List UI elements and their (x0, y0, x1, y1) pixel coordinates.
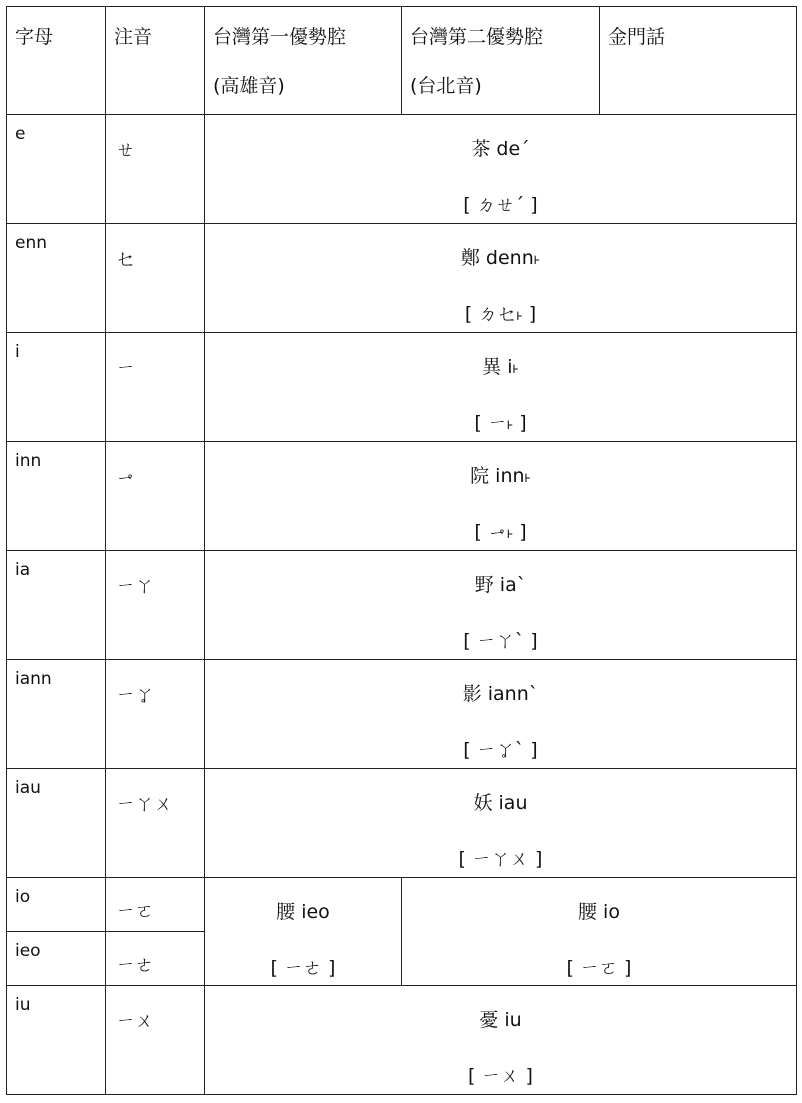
zhuyin-cell: ㆤ (106, 224, 205, 333)
taipei-example-cell: 腰 io [ ㄧㄛ ] (402, 878, 797, 986)
zhuyin-cell: ㄧㄛ (106, 878, 205, 932)
zhuyin-cell: ㄧㄜ (106, 932, 205, 986)
header-zhuyin: 注音 (106, 7, 205, 115)
letter-cell: io (7, 878, 106, 932)
letter-cell: ia (7, 551, 106, 660)
zhuyin-cell: ㄧㄨ (106, 986, 205, 1095)
zhuyin-cell: ㆪ (106, 442, 205, 551)
header-taipei: 台灣第二優勢腔 (台北音) (402, 7, 600, 115)
table-row (7, 224, 797, 333)
letter-cell: enn (7, 224, 106, 333)
table-row (7, 769, 797, 878)
table-row-io (7, 878, 797, 932)
letter-cell: iann (7, 660, 106, 769)
example-cell: 妖 iau [ ㄧㄚㄨ ] (205, 769, 797, 878)
zhuyin-cell: ㄧㄚ (106, 551, 205, 660)
header-kaohsiung: 台灣第一優勢腔 (高雄音) (205, 7, 402, 115)
zhuyin-cell: ㄧㄚㄨ (106, 769, 205, 878)
zhuyin-cell: ㄧ (106, 333, 205, 442)
example-cell: 野 iaˋ [ ㄧㄚˋ ] (205, 551, 797, 660)
table-row (7, 551, 797, 660)
letter-cell: i (7, 333, 106, 442)
header-letter: 字母 (7, 7, 106, 115)
header-row (7, 7, 797, 115)
letter-cell: iau (7, 769, 106, 878)
table-row (7, 660, 797, 769)
table-row (7, 333, 797, 442)
example-cell: 院 inn˫ [ ㆪ˫ ] (205, 442, 797, 551)
letter-cell: inn (7, 442, 106, 551)
letter-cell: e (7, 115, 106, 224)
zhuyin-cell: ㄧㆩ (106, 660, 205, 769)
zhuyin-cell: ㄝ (106, 115, 205, 224)
example-cell: 茶 deˊ [ ㄉㄝˊ ] (205, 115, 797, 224)
table-row (7, 986, 797, 1095)
example-cell: 異 i˫ [ ㄧ˫ ] (205, 333, 797, 442)
letter-cell: iu (7, 986, 106, 1095)
table-row (7, 115, 797, 224)
phonetic-table (6, 6, 797, 1095)
table-row (7, 442, 797, 551)
header-kinmen: 金門話 (600, 7, 797, 115)
example-cell: 憂 iu [ ㄧㄨ ] (205, 986, 797, 1095)
kaohsiung-example-cell: 腰 ieo [ ㄧㄜ ] (205, 878, 402, 986)
example-cell: 影 iannˋ [ ㄧㆩˋ ] (205, 660, 797, 769)
example-cell: 鄭 denn˫ [ ㄉㆤ˫ ] (205, 224, 797, 333)
letter-cell: ieo (7, 932, 106, 986)
